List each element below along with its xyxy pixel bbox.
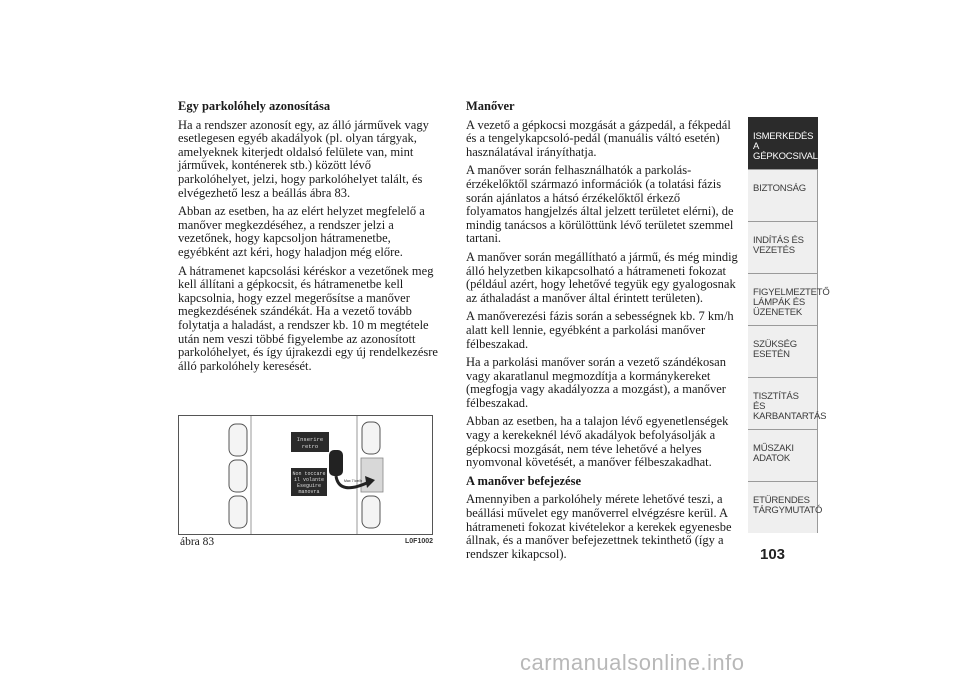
tab-getting-to-know[interactable]: ISMERKEDÉS A GÉPKOCSIVAL (748, 117, 818, 169)
figure-caption: ábra 83 (180, 536, 215, 548)
paragraph: Ha a parkolási manőver során a vezető szándékosan vagy akaratlanul megmozdítja a kormánykereket (megfogja vagy akadályozza a mozgást), a manőver félbeszakad. (466, 355, 726, 410)
free-parking-space (361, 458, 383, 492)
parking-illustration (179, 416, 432, 534)
paragraph: A manőver során megállítható a jármű, és még mindig álló helyzetben kikapcsolható a hátrameneti fokozat (például azért, hogy lehetővé tegyük egy gyalogosnak az áthaladást a manőver által érintett területen). (466, 249, 738, 305)
tab-emergency[interactable]: SZÜKSÉG ESETÉN (748, 325, 818, 377)
page-number: 103 (760, 546, 786, 563)
watermark: carmanualsonline.info (520, 650, 745, 675)
tab-technical-data[interactable]: MŰSZAKI ADATOK (748, 429, 818, 481)
section-heading-maneuver-end: A manőver befejezése (466, 473, 582, 488)
paragraph: Amennyiben a parkolóhely mérete lehetővé teszi, a beállási művelet egy manőverrel elvégzésre kerül. A hátrameneti fokozat kivételekor a kerekek egyenesbe állnak, és a manőver befejezettnek tekinthető (így a rendszer kikapcsol). (466, 492, 732, 561)
left-column (178, 100, 440, 378)
display-bottom-text: il volante (293, 477, 325, 483)
display-bottom-text: Non toccare (292, 471, 326, 477)
paragraph: A vezető a gépkocsi mozgását a gázpedál, a fékpedál és a tengelykapcsoló-pedál (manuális váltó esetén) használatával irányíthatja. (466, 117, 731, 159)
figure-83 (178, 415, 433, 535)
own-car-icon (329, 450, 343, 476)
speed-label: Max 7 km/h (344, 479, 363, 483)
parked-car-icon (229, 424, 247, 528)
section-heading-parking-space: Egy parkolóhely azonosítása (178, 99, 331, 113)
paragraph: Ha a rendszer azonosít egy, az álló járművek vagy esetlegesen egyéb akadályok (pl. olyan tárgyak, amelyeknek kiterjedt oldalsó felülete van, mint járművek, konténerek stb.) között lévő parkolóhelyet, jelzi, hogy parkolóhelyet talált, és elvégezhető lesz a beállás ábra 83. (178, 117, 429, 200)
paragraph: Abban az esetben, ha a talajon lévő egyenetlenségek vagy a kerekeknél lévő akadályok befolyásolják a gépkocsi mozgását, nem téve lehetővé a helyes nyomvonal követését, a manőver félbeszakadhat. (466, 414, 729, 470)
paragraph: A manőverezési fázis során a sebességnek kb. 7 km/h alatt kell lennie, egyébként a parkolási manőver félbeszakad. (466, 309, 734, 351)
paragraph: A manőver során felhasználhatók a parkolás-érzékelőktől származó információk (a tolatási fázis során ajánlatos a hátsó érzékelőktől érkező folyamatos hangjelzés által jelzett területet elérni), de mindig tanácsos a körülöttünk lévő területet szemmel tartani. (466, 163, 734, 246)
right-column (466, 100, 738, 566)
tab-index[interactable]: ETÜRENDES TÁRGYMUTATÓ (748, 481, 818, 533)
paragraph: A hátramenet kapcsolási kéréskor a vezetőnek meg kell állítani a gépkocsit, és hátramenetbe kell kapcsolnia, hogy ezzel megerősítse a manőver megkezdésének szándékát. Ha a vezető tovább folytatja a haladást, a rendszer kb. 10 m megtétele után nem veszi többé figyelembe az azonosított parkolóhelyet, és így újrakezdi egy új rendelkezésre álló parkolóhely keresését. (178, 263, 438, 373)
section-heading-maneuver: Manőver (466, 99, 515, 113)
display-bottom-text: manovra (298, 489, 320, 495)
display-top-text: retro (301, 443, 319, 450)
display-top-text: Inserire (296, 436, 324, 443)
chapter-tabs (748, 117, 830, 533)
tab-maintenance[interactable]: TISZTÍTÁS ÉS KARBANTARTÁS (748, 377, 818, 429)
tab-starting-driving[interactable]: INDÍTÁS ÉS VEZETÉS (748, 221, 818, 273)
display-bottom-text: Eseguire (296, 483, 322, 489)
paragraph: Abban az esetben, ha az elért helyzet megfelelő a manőver megkezdéséhez, a rendszer jelzi a vezetőnek, hogy kapcsoljon hátramenetbe, egyébként azt kéri, hogy haladjon még előre. (178, 204, 425, 259)
figure-code: L0F1002 (405, 538, 434, 545)
tab-safety[interactable]: BIZTONSÁG (748, 169, 818, 221)
tab-warning-lights[interactable]: FIGYELMEZTETŐ LÁMPÁK ÉS ÜZENETEK (748, 273, 818, 325)
